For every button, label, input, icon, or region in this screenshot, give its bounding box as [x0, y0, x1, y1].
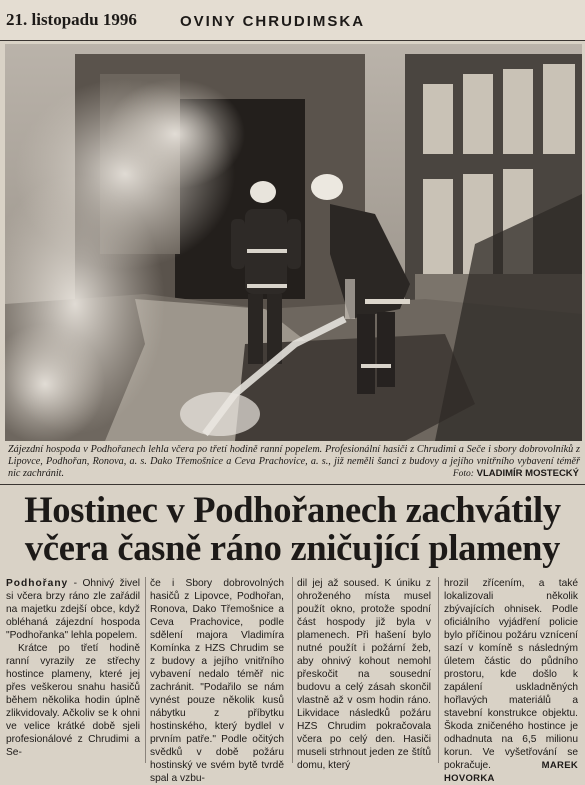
header-rule — [0, 40, 585, 41]
article-column-3 — [297, 577, 431, 771]
fire-photo-image — [5, 44, 582, 441]
headline-line-1: Hostinec v Podhořanech zachvátily — [24, 489, 561, 530]
article-paragraph: dil jej až soused. K úniku z ohroženého místa musel použít okno, protože spodní část hospody již byla v plamenech. Při hašení bylo nutné použít i požární žeb, aby ohnivý kohout nemohl přeskočit na sousední budovu a celý zásah skončil vlastně až v osm hodin ráno. Likvidace následků požáru HZS Chrudim pokračovala včera po celý den. Hasiči museli strhnout jeden ze štítů domu, který — [297, 578, 431, 771]
page-header — [0, 0, 585, 40]
column-divider — [438, 577, 439, 763]
issue-date: 21. listopadu 1996 — [6, 10, 137, 29]
author-name: MAREK HOVORKA — [444, 760, 578, 784]
article-column-2 — [150, 577, 284, 784]
article-column-1 — [6, 577, 140, 765]
photographer-name: VLADIMÍR MOSTECKÝ — [476, 468, 579, 479]
column-divider — [292, 577, 293, 763]
headline-line-2: včera časně ráno zničující plameny — [24, 527, 561, 568]
headline-rule — [0, 484, 585, 485]
article-paragraph: če i Sbory dobrovolných hasičů z Lipovce, Podhořan, Ronova, Dako Třemošnice a Ceva Prachovice, podle sdělení majora Vladimíra Komínka z HZS Chrudim se z budovy a jejího vnitřního vybavení nedalo téměř nic zachránit. "Podařilo se nám vynést pouze několik kusů nábytku z příbytku hostinského, který bydlel v prvním patře." Podle očitých svědků v době požáru hostinský ve svém bytě tvrdě spal a vzbu- — [150, 578, 284, 784]
article-paragraph: hrozil zřícením, a také lokalizovali několik zbývajících ohnisek. Podle oficiálního vyjádření policie bylo příčinou požáru vznícení sazí v komíně s následným úletem částic do půdního prostoru, kde došlo k zapálení uskladněných hořlavých materiálů a stavební konstrukce objektu. Škoda zničeného hostince je odhadnuta na 6,5 milionu korun. Ve vyšetřování se pokračuje. — [444, 578, 578, 771]
article-column-4 — [444, 577, 578, 784]
photo-caption: Zájezdní hospoda v Podhořanech lehla včera po třetí hodině ranní popelem. Profesionální hasiči z Chrudimi a Seče i sbory dobrovolníků z Lipovce, Podhořan, Ronova, a. s. Dako Třemošnice a Ceva Prachovice, a. s., již neměli šanci z budovy a jejího vnitřního vybavení téměř nic zachránit. — [8, 444, 580, 479]
fire-photo — [5, 44, 582, 441]
article-paragraph: Krátce po třetí hodině ranní vyrazily ze střechy hostince plameny, které jej přes veškerou snahu hasičů během několika hodin úplně zlikvidovaly. Ačkoliv se k ohni ve velice krátké době sjeli profesionálové z Chrudimi a Se- — [6, 643, 140, 758]
photo-credit — [453, 468, 579, 479]
photo-credit-label: Foto: — [452, 469, 474, 479]
masthead: OVINY CHRUDIMSKA — [180, 13, 366, 30]
article-paragraph: - Ohnivý živel si včera brzy ráno zle zařádil na majetku zdejší obce, když obléhaná zájezdní hospoda "Podhořanka" lehla popelem. — [6, 578, 140, 641]
dateline-place: Podhořany — [6, 578, 69, 589]
column-divider — [145, 577, 146, 763]
